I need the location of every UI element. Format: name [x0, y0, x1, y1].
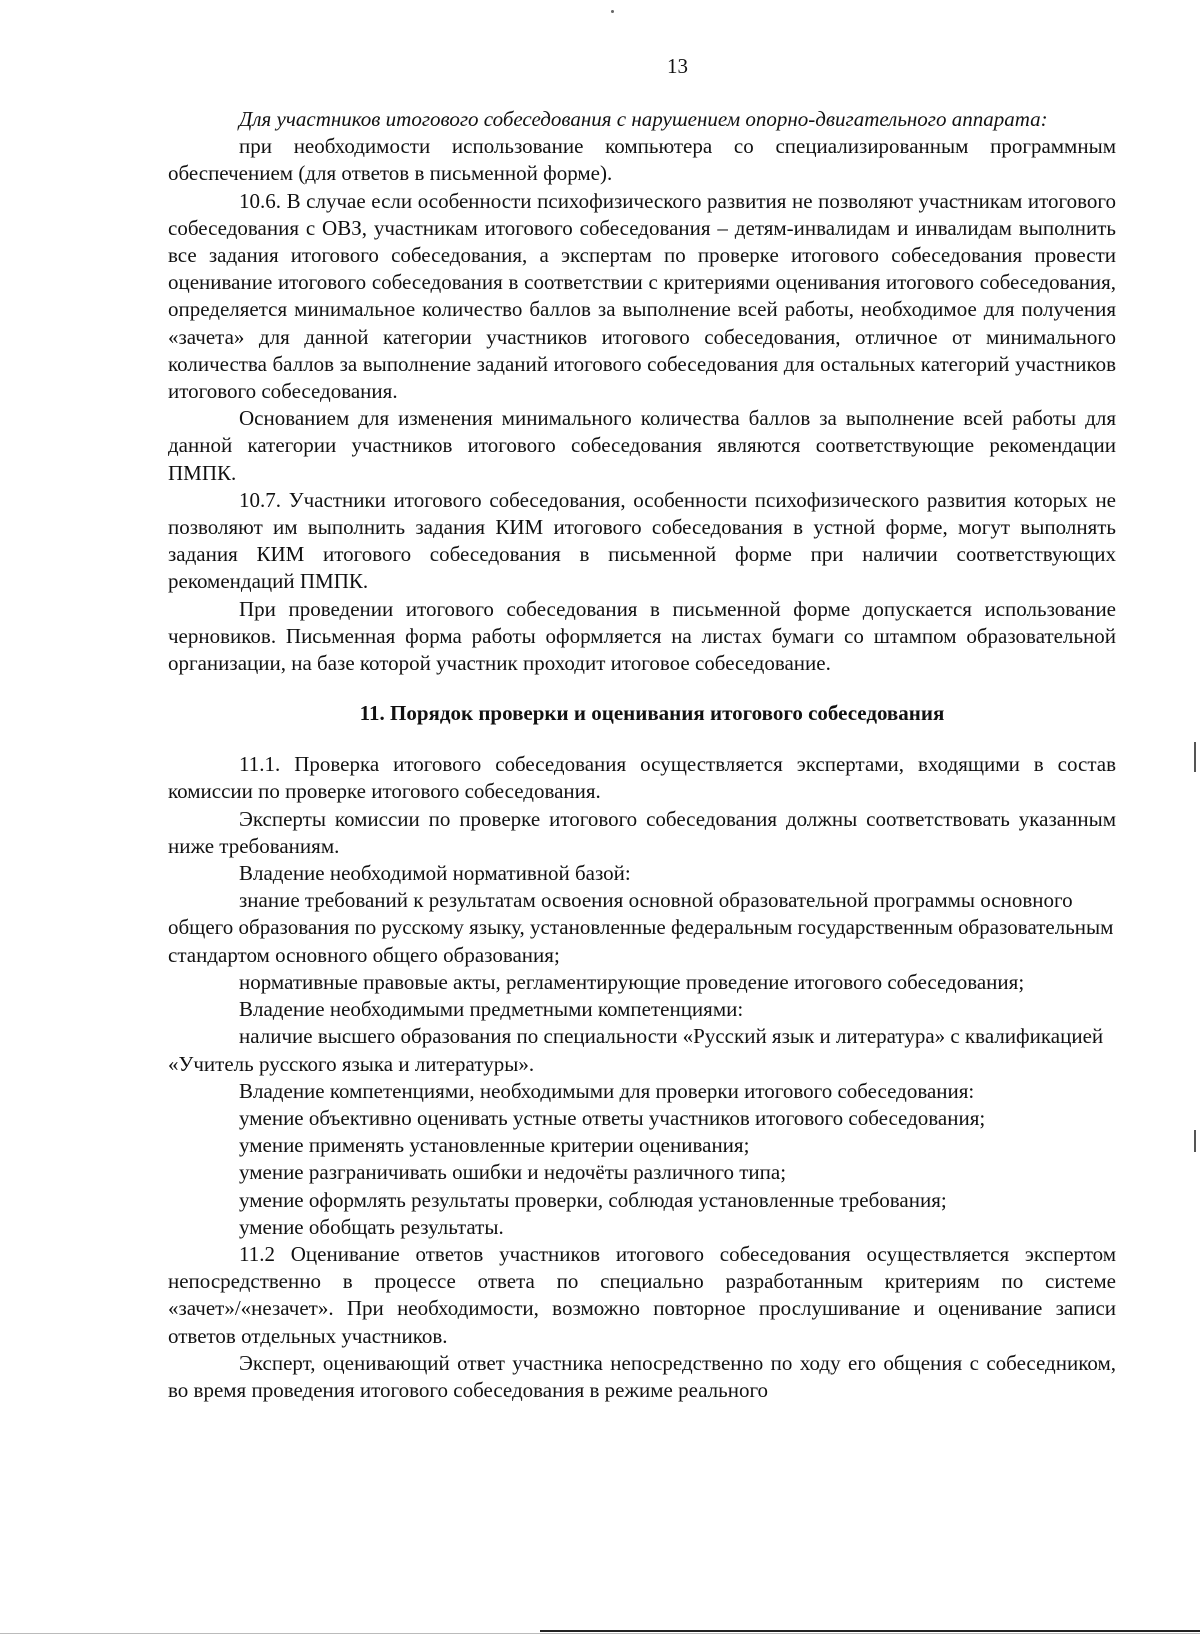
scan-bottom-edge [0, 1633, 1200, 1634]
scan-edge-mark [1194, 1130, 1196, 1152]
paragraph-pmpk-basis: Основанием для изменения минимального количества баллов за выполнение всей работы для данной категории участников итогового собеседования являются соответствующие рекомендации ПМПК. [168, 406, 1116, 485]
paragraph-higher-education: наличие высшего образования по специальности «Русский язык и литература» с квалификацией «Учитель русского языка и литературы». [168, 1024, 1104, 1076]
paragraph-written-form: При проведении итогового собеседования в письменной форме допускается использование черновиков. Письменная форма работы оформляется на листах бумаги со штампом образовательной организации, на базе которой участник проходит итоговое собеседование. [168, 596, 1116, 676]
paragraph-expert-requirements: Эксперты комиссии по проверке итогового собеседования должны соответствовать указанным ниже требованиям. [168, 806, 1116, 858]
paragraph-normative-base: Владение необходимой нормативной базой: [239, 861, 631, 886]
section-heading-11: 11. Порядок проверки и оценивания итогового собеседования [359, 701, 945, 726]
paragraph-11-1: 11.1. Проверка итогового собеседования осуществляется экспертами, входящими в состав комиссии по проверке итогового собеседования. [168, 752, 1116, 804]
scan-bottom-rule [540, 1630, 1200, 1632]
paragraph-checking-competencies: Владение компетенциями, необходимыми для проверки итогового собеседования: [239, 1078, 975, 1103]
list-item-summarize-results: умение обобщать результаты. [239, 1214, 504, 1239]
list-item-distinguish-errors: умение разграничивать ошибки и недочёты различного типа; [239, 1160, 787, 1185]
paragraph-10-6: 10.6. В случае если особенности психофизического развития не позволяют участникам итогового собеседования с ОВЗ, участникам итогового собеседования – детям-инвалидам и инвалидам выполнить все задания итогового собеседования, а экспертам по проверке итогового собеседования провести оценивание итогового собеседования в соответствии с критериями оценивания итогового собеседования, определяется минимальное количество баллов за выполнение всей работы, необходимое для получения «зачета» для данной категории участников итогового собеседования, отличное от минимального количества баллов за выполнение заданий итогового собеседования для остальных категорий участников итогового собеседования. [168, 188, 1116, 404]
list-item-evaluate-answers: умение объективно оценивать устные ответы участников итогового собеседования; [239, 1105, 986, 1130]
paragraph-legal-acts: нормативные правовые акты, регламентирующие проведение итогового собеседования; [239, 969, 1025, 994]
paragraph-musculoskeletal-heading: Для участников итогового собеседования с нарушением опорно-двигательного аппарата: [239, 107, 1048, 131]
page-number: 13 [667, 54, 688, 78]
page-content [168, 106, 1116, 1404]
list-item-format-results: умение оформлять результаты проверки, соблюдая установленные требования; [239, 1187, 947, 1212]
paragraph-subject-competencies: Владение необходимыми предметными компетенциями: [239, 997, 744, 1022]
paragraph-expert-realtime: Эксперт, оценивающий ответ участника непосредственно по ходу его общения с собеседником, во время проведения итогового собеседования в режиме реального [168, 1350, 1116, 1402]
list-item-apply-criteria: умение применять установленные критерии оценивания; [239, 1133, 750, 1158]
paragraph-standard-knowledge: знание требований к результатам освоения основной образовательной программы основного общего образования по русскому языку, установленные федеральным государственным образовательным стандартом основного общего образования; [168, 888, 1114, 967]
scan-artifact-dot [611, 10, 614, 13]
paragraph-computer-use: при необходимости использование компьютера со специализированным программным обеспечением (для ответов в письменной форме). [168, 134, 1116, 186]
scan-edge-mark [1194, 742, 1196, 772]
paragraph-11-2: 11.2 Оценивание ответов участников итогового собеседования осуществляется экспертом непосредственно в процессе ответа по специально разработанным критериям по системе «зачет»/«незачет». При необходимости, возможно повторное прослушивание и оценивание записи ответов отдельных участников. [168, 1241, 1116, 1348]
paragraph-10-7: 10.7. Участники итогового собеседования, особенности психофизического развития которых не позволяют им выполнить задания КИМ итогового собеседования в устной форме, могут выполнять задания КИМ итогового собеседования в письменной форме при наличии соответствующих рекомендаций ПМПК. [168, 487, 1116, 594]
